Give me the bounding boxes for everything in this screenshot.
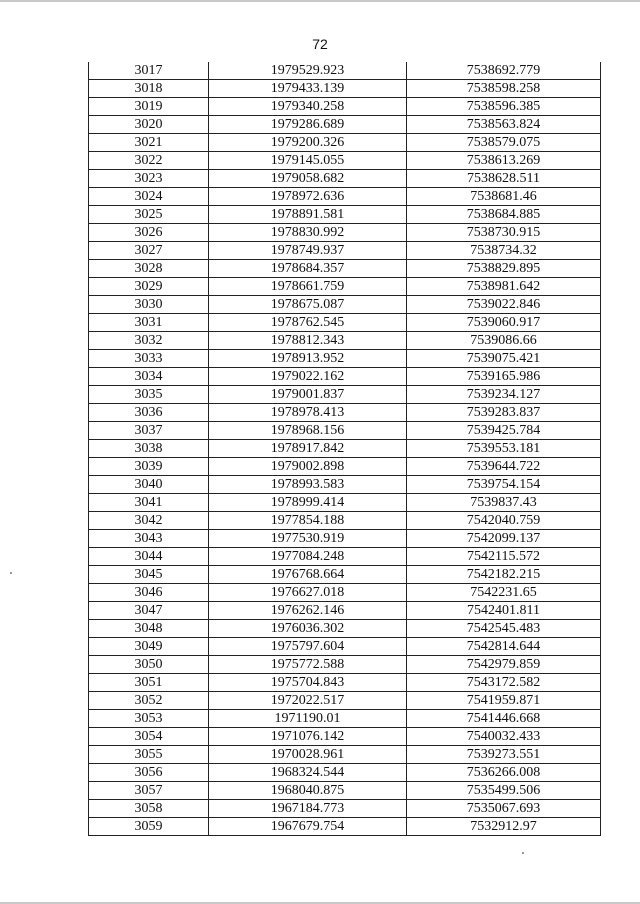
- y-coordinate-cell: 7542814.644: [407, 638, 601, 656]
- table-row: [89, 602, 601, 620]
- point-number-cell: 3047: [89, 602, 209, 620]
- table-row: [89, 332, 601, 350]
- y-coordinate-cell: 7538730.915: [407, 224, 601, 242]
- point-number-cell: 3029: [89, 278, 209, 296]
- y-coordinate-cell: 7542182.215: [407, 566, 601, 584]
- point-number-cell: 3028: [89, 260, 209, 278]
- y-coordinate-cell: 7541959.871: [407, 692, 601, 710]
- table-row: [89, 746, 601, 764]
- x-coordinate-cell: 1977854.188: [209, 512, 407, 530]
- x-coordinate-cell: 1978993.583: [209, 476, 407, 494]
- table-row: [89, 476, 601, 494]
- table-row: [89, 206, 601, 224]
- x-coordinate-cell: 1975704.843: [209, 674, 407, 692]
- point-number-cell: 3039: [89, 458, 209, 476]
- table-row: [89, 710, 601, 728]
- y-coordinate-cell: 7542040.759: [407, 512, 601, 530]
- x-coordinate-cell: 1971076.142: [209, 728, 407, 746]
- point-number-cell: 3050: [89, 656, 209, 674]
- y-coordinate-cell: 7542979.859: [407, 656, 601, 674]
- x-coordinate-cell: 1976036.302: [209, 620, 407, 638]
- x-coordinate-cell: 1979529.923: [209, 62, 407, 80]
- x-coordinate-cell: 1978749.937: [209, 242, 407, 260]
- point-number-cell: 3017: [89, 62, 209, 80]
- y-coordinate-cell: 7543172.582: [407, 674, 601, 692]
- y-coordinate-cell: 7539165.986: [407, 368, 601, 386]
- point-number-cell: 3046: [89, 584, 209, 602]
- x-coordinate-cell: 1978978.413: [209, 404, 407, 422]
- point-number-cell: 3059: [89, 818, 209, 836]
- y-coordinate-cell: 7539060.917: [407, 314, 601, 332]
- table-row: [89, 692, 601, 710]
- x-coordinate-cell: 1978891.581: [209, 206, 407, 224]
- x-coordinate-cell: 1967184.773: [209, 800, 407, 818]
- point-number-cell: 3018: [89, 80, 209, 98]
- point-number-cell: 3033: [89, 350, 209, 368]
- page-top-edge: [0, 0, 640, 2]
- table-row: [89, 62, 601, 80]
- y-coordinate-cell: 7538684.885: [407, 206, 601, 224]
- y-coordinate-cell: 7539553.181: [407, 440, 601, 458]
- x-coordinate-cell: 1978812.343: [209, 332, 407, 350]
- x-coordinate-cell: 1967679.754: [209, 818, 407, 836]
- table-row: [89, 98, 601, 116]
- y-coordinate-cell: 7542099.137: [407, 530, 601, 548]
- y-coordinate-cell: 7539086.66: [407, 332, 601, 350]
- y-coordinate-cell: 7542231.65: [407, 584, 601, 602]
- point-number-cell: 3025: [89, 206, 209, 224]
- point-number-cell: 3049: [89, 638, 209, 656]
- y-coordinate-cell: 7538628.511: [407, 170, 601, 188]
- table-row: [89, 764, 601, 782]
- point-number-cell: 3052: [89, 692, 209, 710]
- point-number-cell: 3026: [89, 224, 209, 242]
- y-coordinate-cell: 7539754.154: [407, 476, 601, 494]
- table-row: [89, 152, 601, 170]
- point-number-cell: 3023: [89, 170, 209, 188]
- table-row: [89, 440, 601, 458]
- x-coordinate-cell: 1978762.545: [209, 314, 407, 332]
- y-coordinate-cell: 7539283.837: [407, 404, 601, 422]
- point-number-cell: 3040: [89, 476, 209, 494]
- x-coordinate-cell: 1977530.919: [209, 530, 407, 548]
- table-row: [89, 782, 601, 800]
- table-row: [89, 404, 601, 422]
- y-coordinate-cell: 7539425.784: [407, 422, 601, 440]
- x-coordinate-cell: 1970028.961: [209, 746, 407, 764]
- y-coordinate-cell: 7539022.846: [407, 296, 601, 314]
- y-coordinate-cell: 7535067.693: [407, 800, 601, 818]
- x-coordinate-cell: 1972022.517: [209, 692, 407, 710]
- point-number-cell: 3041: [89, 494, 209, 512]
- table-row: [89, 800, 601, 818]
- table-row: [89, 818, 601, 836]
- x-coordinate-cell: 1976768.664: [209, 566, 407, 584]
- table-row: [89, 458, 601, 476]
- y-coordinate-cell: 7542545.483: [407, 620, 601, 638]
- point-number-cell: 3042: [89, 512, 209, 530]
- point-number-cell: 3031: [89, 314, 209, 332]
- point-number-cell: 3019: [89, 98, 209, 116]
- x-coordinate-cell: 1978913.952: [209, 350, 407, 368]
- table-row: [89, 530, 601, 548]
- x-coordinate-cell: 1975797.604: [209, 638, 407, 656]
- point-number-cell: 3037: [89, 422, 209, 440]
- coordinate-table-body: [89, 62, 601, 836]
- y-coordinate-cell: 7538981.642: [407, 278, 601, 296]
- table-row: [89, 80, 601, 98]
- point-number-cell: 3051: [89, 674, 209, 692]
- table-row: [89, 620, 601, 638]
- point-number-cell: 3054: [89, 728, 209, 746]
- table-row: [89, 188, 601, 206]
- x-coordinate-cell: 1978675.087: [209, 296, 407, 314]
- x-coordinate-cell: 1975772.588: [209, 656, 407, 674]
- point-number-cell: 3035: [89, 386, 209, 404]
- table-row: [89, 314, 601, 332]
- x-coordinate-cell: 1979002.898: [209, 458, 407, 476]
- y-coordinate-cell: 7539234.127: [407, 386, 601, 404]
- x-coordinate-cell: 1978972.636: [209, 188, 407, 206]
- x-coordinate-cell: 1979433.139: [209, 80, 407, 98]
- y-coordinate-cell: 7542115.572: [407, 548, 601, 566]
- table-row: [89, 278, 601, 296]
- y-coordinate-cell: 7542401.811: [407, 602, 601, 620]
- point-number-cell: 3055: [89, 746, 209, 764]
- y-coordinate-cell: 7541446.668: [407, 710, 601, 728]
- table-row: [89, 116, 601, 134]
- point-number-cell: 3058: [89, 800, 209, 818]
- point-number-cell: 3020: [89, 116, 209, 134]
- point-number-cell: 3022: [89, 152, 209, 170]
- table-row: [89, 422, 601, 440]
- point-number-cell: 3027: [89, 242, 209, 260]
- y-coordinate-cell: 7539075.421: [407, 350, 601, 368]
- x-coordinate-cell: 1979340.258: [209, 98, 407, 116]
- scan-speck: [10, 572, 12, 574]
- table-row: [89, 728, 601, 746]
- point-number-cell: 3057: [89, 782, 209, 800]
- x-coordinate-cell: 1979058.682: [209, 170, 407, 188]
- x-coordinate-cell: 1978684.357: [209, 260, 407, 278]
- x-coordinate-cell: 1978917.842: [209, 440, 407, 458]
- x-coordinate-cell: 1979001.837: [209, 386, 407, 404]
- point-number-cell: 3030: [89, 296, 209, 314]
- table-row: [89, 674, 601, 692]
- point-number-cell: 3044: [89, 548, 209, 566]
- table-row: [89, 368, 601, 386]
- table-row: [89, 566, 601, 584]
- y-coordinate-cell: 7532912.97: [407, 818, 601, 836]
- y-coordinate-cell: 7539644.722: [407, 458, 601, 476]
- y-coordinate-cell: 7538681.46: [407, 188, 601, 206]
- point-number-cell: 3043: [89, 530, 209, 548]
- x-coordinate-cell: 1979022.162: [209, 368, 407, 386]
- table-row: [89, 512, 601, 530]
- table-row: [89, 548, 601, 566]
- table-row: [89, 350, 601, 368]
- table-row: [89, 494, 601, 512]
- x-coordinate-cell: 1979145.055: [209, 152, 407, 170]
- point-number-cell: 3032: [89, 332, 209, 350]
- y-coordinate-cell: 7540032.433: [407, 728, 601, 746]
- table-row: [89, 260, 601, 278]
- scan-speck: [522, 852, 524, 854]
- point-number-cell: 3024: [89, 188, 209, 206]
- x-coordinate-cell: 1978661.759: [209, 278, 407, 296]
- point-number-cell: 3038: [89, 440, 209, 458]
- point-number-cell: 3034: [89, 368, 209, 386]
- y-coordinate-cell: 7539837.43: [407, 494, 601, 512]
- y-coordinate-cell: 7538598.258: [407, 80, 601, 98]
- point-number-cell: 3053: [89, 710, 209, 728]
- table-row: [89, 170, 601, 188]
- table-row: [89, 638, 601, 656]
- y-coordinate-cell: 7538579.075: [407, 134, 601, 152]
- point-number-cell: 3045: [89, 566, 209, 584]
- point-number-cell: 3056: [89, 764, 209, 782]
- y-coordinate-cell: 7538734.32: [407, 242, 601, 260]
- y-coordinate-cell: 7536266.008: [407, 764, 601, 782]
- y-coordinate-cell: 7538563.824: [407, 116, 601, 134]
- x-coordinate-cell: 1978999.414: [209, 494, 407, 512]
- y-coordinate-cell: 7538613.269: [407, 152, 601, 170]
- point-number-cell: 3021: [89, 134, 209, 152]
- x-coordinate-cell: 1978830.992: [209, 224, 407, 242]
- x-coordinate-cell: 1968324.544: [209, 764, 407, 782]
- x-coordinate-cell: 1971190.01: [209, 710, 407, 728]
- y-coordinate-cell: 7538692.779: [407, 62, 601, 80]
- table-row: [89, 386, 601, 404]
- table-row: [89, 224, 601, 242]
- table-row: [89, 134, 601, 152]
- table-row: [89, 296, 601, 314]
- table-row: [89, 656, 601, 674]
- coordinate-table: [88, 62, 601, 836]
- x-coordinate-cell: 1968040.875: [209, 782, 407, 800]
- page-number: 72: [312, 36, 328, 52]
- table-row: [89, 242, 601, 260]
- x-coordinate-cell: 1977084.248: [209, 548, 407, 566]
- y-coordinate-cell: 7539273.551: [407, 746, 601, 764]
- y-coordinate-cell: 7535499.506: [407, 782, 601, 800]
- table-row: [89, 584, 601, 602]
- x-coordinate-cell: 1976627.018: [209, 584, 407, 602]
- x-coordinate-cell: 1979286.689: [209, 116, 407, 134]
- x-coordinate-cell: 1978968.156: [209, 422, 407, 440]
- y-coordinate-cell: 7538596.385: [407, 98, 601, 116]
- point-number-cell: 3036: [89, 404, 209, 422]
- x-coordinate-cell: 1976262.146: [209, 602, 407, 620]
- x-coordinate-cell: 1979200.326: [209, 134, 407, 152]
- y-coordinate-cell: 7538829.895: [407, 260, 601, 278]
- point-number-cell: 3048: [89, 620, 209, 638]
